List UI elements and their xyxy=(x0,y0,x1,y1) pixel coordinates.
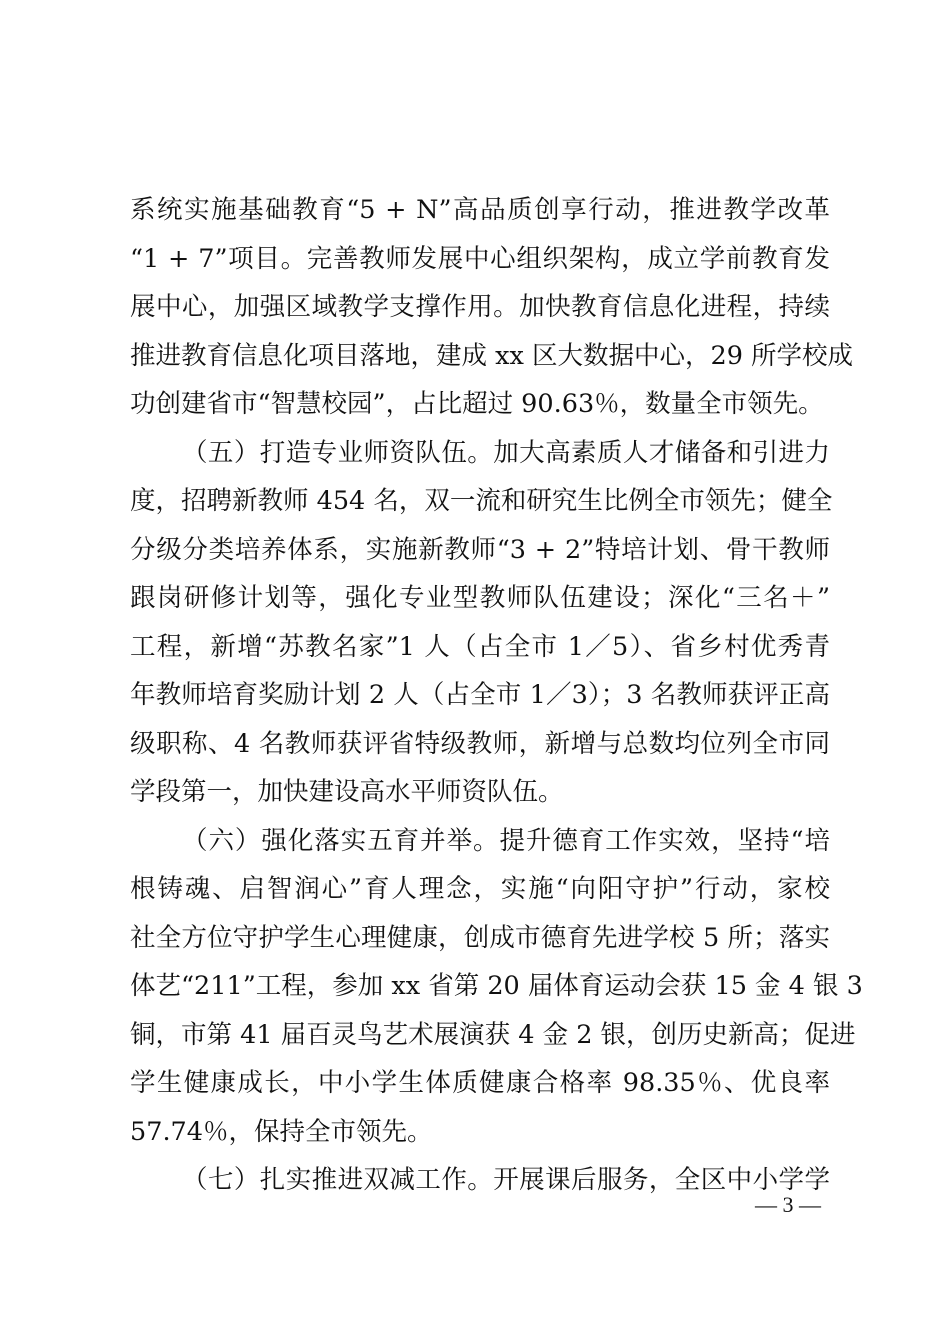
paragraph-continuation xyxy=(130,186,854,429)
text-line: 跟岗研修计划等，强化专业型教师队伍建设；深化“三名＋” xyxy=(130,583,830,613)
paragraph-section-7 xyxy=(130,1156,830,1205)
text-line: （六）强化落实五育并举。提升德育工作实效，坚持“培 xyxy=(182,825,830,856)
paragraph-section-6 xyxy=(130,817,863,1157)
text-line: 推进教育信息化项目落地，建成 xx 区大数据中心，29 所学校成 xyxy=(130,340,854,371)
text-line: 分级分类培养体系，实施新教师“3 + 2”特培计划、骨干教师 xyxy=(130,534,830,565)
document-body xyxy=(130,186,863,1205)
text-line: 系统实施基础教育“5 + N”高品质创享行动，推进教学改革 xyxy=(130,195,830,225)
text-line: 社全方位守护学生心理健康，创成市德育先进学校 5 所；落实 xyxy=(130,922,830,953)
page-number: — 3 — xyxy=(755,1192,821,1217)
text-line: 铜，市第 41 届百灵鸟艺术展演获 4 金 2 银，创历史新高；促进 xyxy=(130,1019,856,1050)
text-line: 体艺“211”工程，参加 xx 省第 20 届体育运动会获 15 金 4 银 3 xyxy=(130,971,863,1001)
text-line: 57.74％，保持全市领先。 xyxy=(130,1116,433,1147)
text-line: 度，招聘新教师 454 名，双一流和研究生比例全市领先；健全 xyxy=(130,486,833,516)
text-line: “1 + 7”项目。完善教师发展中心组织架构，成立学前教育发 xyxy=(130,243,830,274)
text-line: （五）打造专业师资队伍。加大高素质人才储备和引进力 xyxy=(182,437,830,468)
text-line: （七）扎实推进双减工作。开展课后服务，全区中小学学 xyxy=(182,1165,830,1195)
paragraph-section-5 xyxy=(130,429,833,817)
text-line: 年教师培育奖励计划 2 人（占全市 1／3）；3 名教师获评正高 xyxy=(130,680,830,710)
text-line: 学生健康成长，中小学生体质健康合格率 98.35％、优良率 xyxy=(130,1068,830,1098)
text-line: 根铸魂、启智润心”育人理念，实施“向阳守护”行动，家校 xyxy=(130,874,830,904)
text-line: 工程，新增“苏教名家”1 人（占全市 1／5）、省乡村优秀青 xyxy=(130,631,830,662)
text-line: 展中心，加强区域教学支撑作用。加快教育信息化进程，持续 xyxy=(130,292,830,322)
text-line: 功创建省市“智慧校园”，占比超过 90.63％，数量全市领先。 xyxy=(130,389,824,419)
text-line: 学段第一，加快建设高水平师资队伍。 xyxy=(130,777,564,807)
text-line: 级职称、4 名教师获评省特级教师，新增与总数均位列全市同 xyxy=(130,728,830,759)
